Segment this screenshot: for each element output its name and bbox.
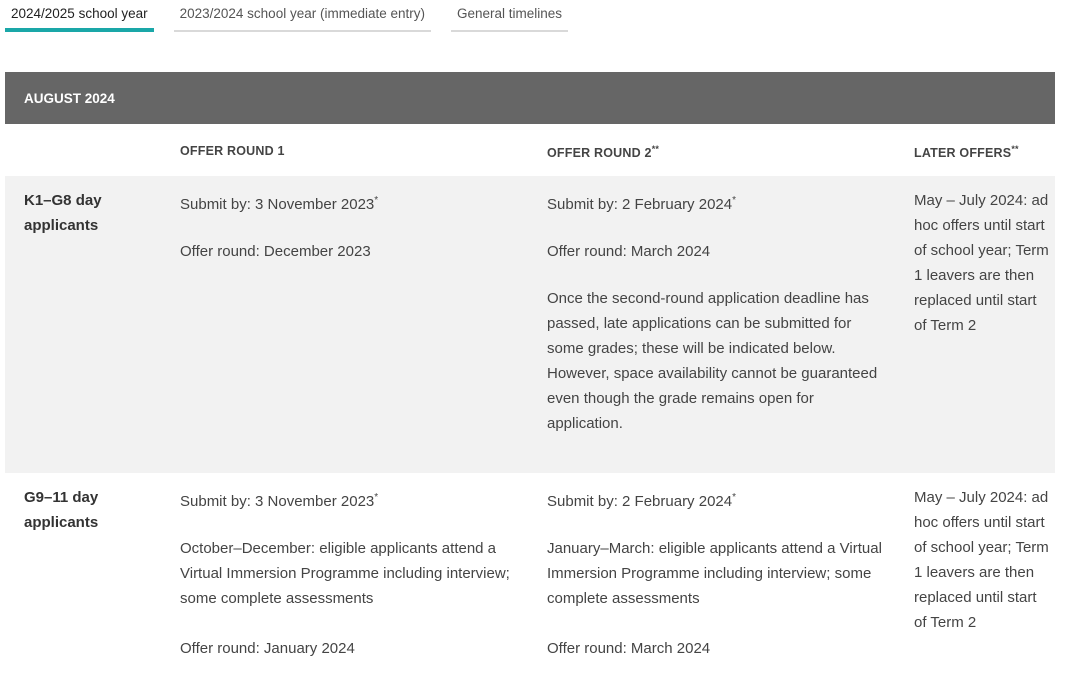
process-description: January–March: eligible applicants attend a Virtual Immersion Programme including interview; some complete assessments [547,540,882,607]
tab-bar [5,0,568,32]
footnote-mark: * [374,195,379,206]
offer-round: Offer round: December 2023 [180,243,371,260]
footnote-mark: * [732,492,737,503]
header-later-offers-text: LATER OFFERS [914,146,1012,161]
column-header-row [5,124,1055,176]
submit-deadline-text: Submit by: 2 February 2024 [547,196,733,213]
month-header [5,72,1055,124]
submit-deadline [547,485,892,514]
submit-deadline [547,188,892,217]
header-later-offers [914,144,1019,160]
submit-deadline-text: Submit by: 3 November 2023 [180,493,375,510]
offer-round: Offer round: March 2024 [547,640,711,657]
cell-round1 [180,485,520,683]
footnote-mark: ** [651,144,660,154]
footnote-mark: ** [1011,144,1019,154]
cell-later-offers: May – July 2024: ad hoc offers until start of school year; Term 1 leavers are then replaced until start of Term 2 [914,489,1049,631]
row-label: G9–11 day applicants [24,489,99,531]
table-row-k1-g8 [5,176,1055,473]
header-offer-round-1 [180,144,285,158]
cell-round2 [547,188,892,458]
table-row-g9-11 [5,473,1055,699]
footnote-mark: * [732,195,737,206]
submit-deadline [180,188,520,217]
row-label: K1–G8 day applicants [24,192,102,234]
footnote-mark: * [374,492,379,503]
cell-round1 [180,188,520,286]
month-label: AUGUST 2024 [24,90,115,106]
late-application-note: Once the second-round application deadline has passed, late applications can be submitted for some grades; these will be indicated below. However, space availability cannot be guaranteed even though the grade remains open for application. [547,290,878,432]
submit-deadline [180,485,520,514]
tab-general-timelines[interactable]: General timelines [451,0,568,32]
offer-round: Offer round: January 2024 [180,640,355,657]
cell-round2 [547,485,892,683]
tab-2023-2024-immediate-entry[interactable]: 2023/2024 school year (immediate entry) [174,0,431,32]
header-offer-round-2 [547,144,659,160]
header-offer-round-2-text: OFFER ROUND 2 [547,146,652,161]
timeline-table [5,72,1055,699]
header-offer-round-1-text: OFFER ROUND 1 [180,144,285,158]
process-description: October–December: eligible applicants attend a Virtual Immersion Programme including interview; some complete assessments [180,540,510,607]
tab-2024-2025[interactable]: 2024/2025 school year [5,0,154,32]
cell-later-offers: May – July 2024: ad hoc offers until start of school year; Term 1 leavers are then replaced until start of Term 2 [914,192,1049,334]
submit-deadline-text: Submit by: 3 November 2023 [180,196,375,213]
offer-round: Offer round: March 2024 [547,243,711,260]
submit-deadline-text: Submit by: 2 February 2024 [547,493,733,510]
